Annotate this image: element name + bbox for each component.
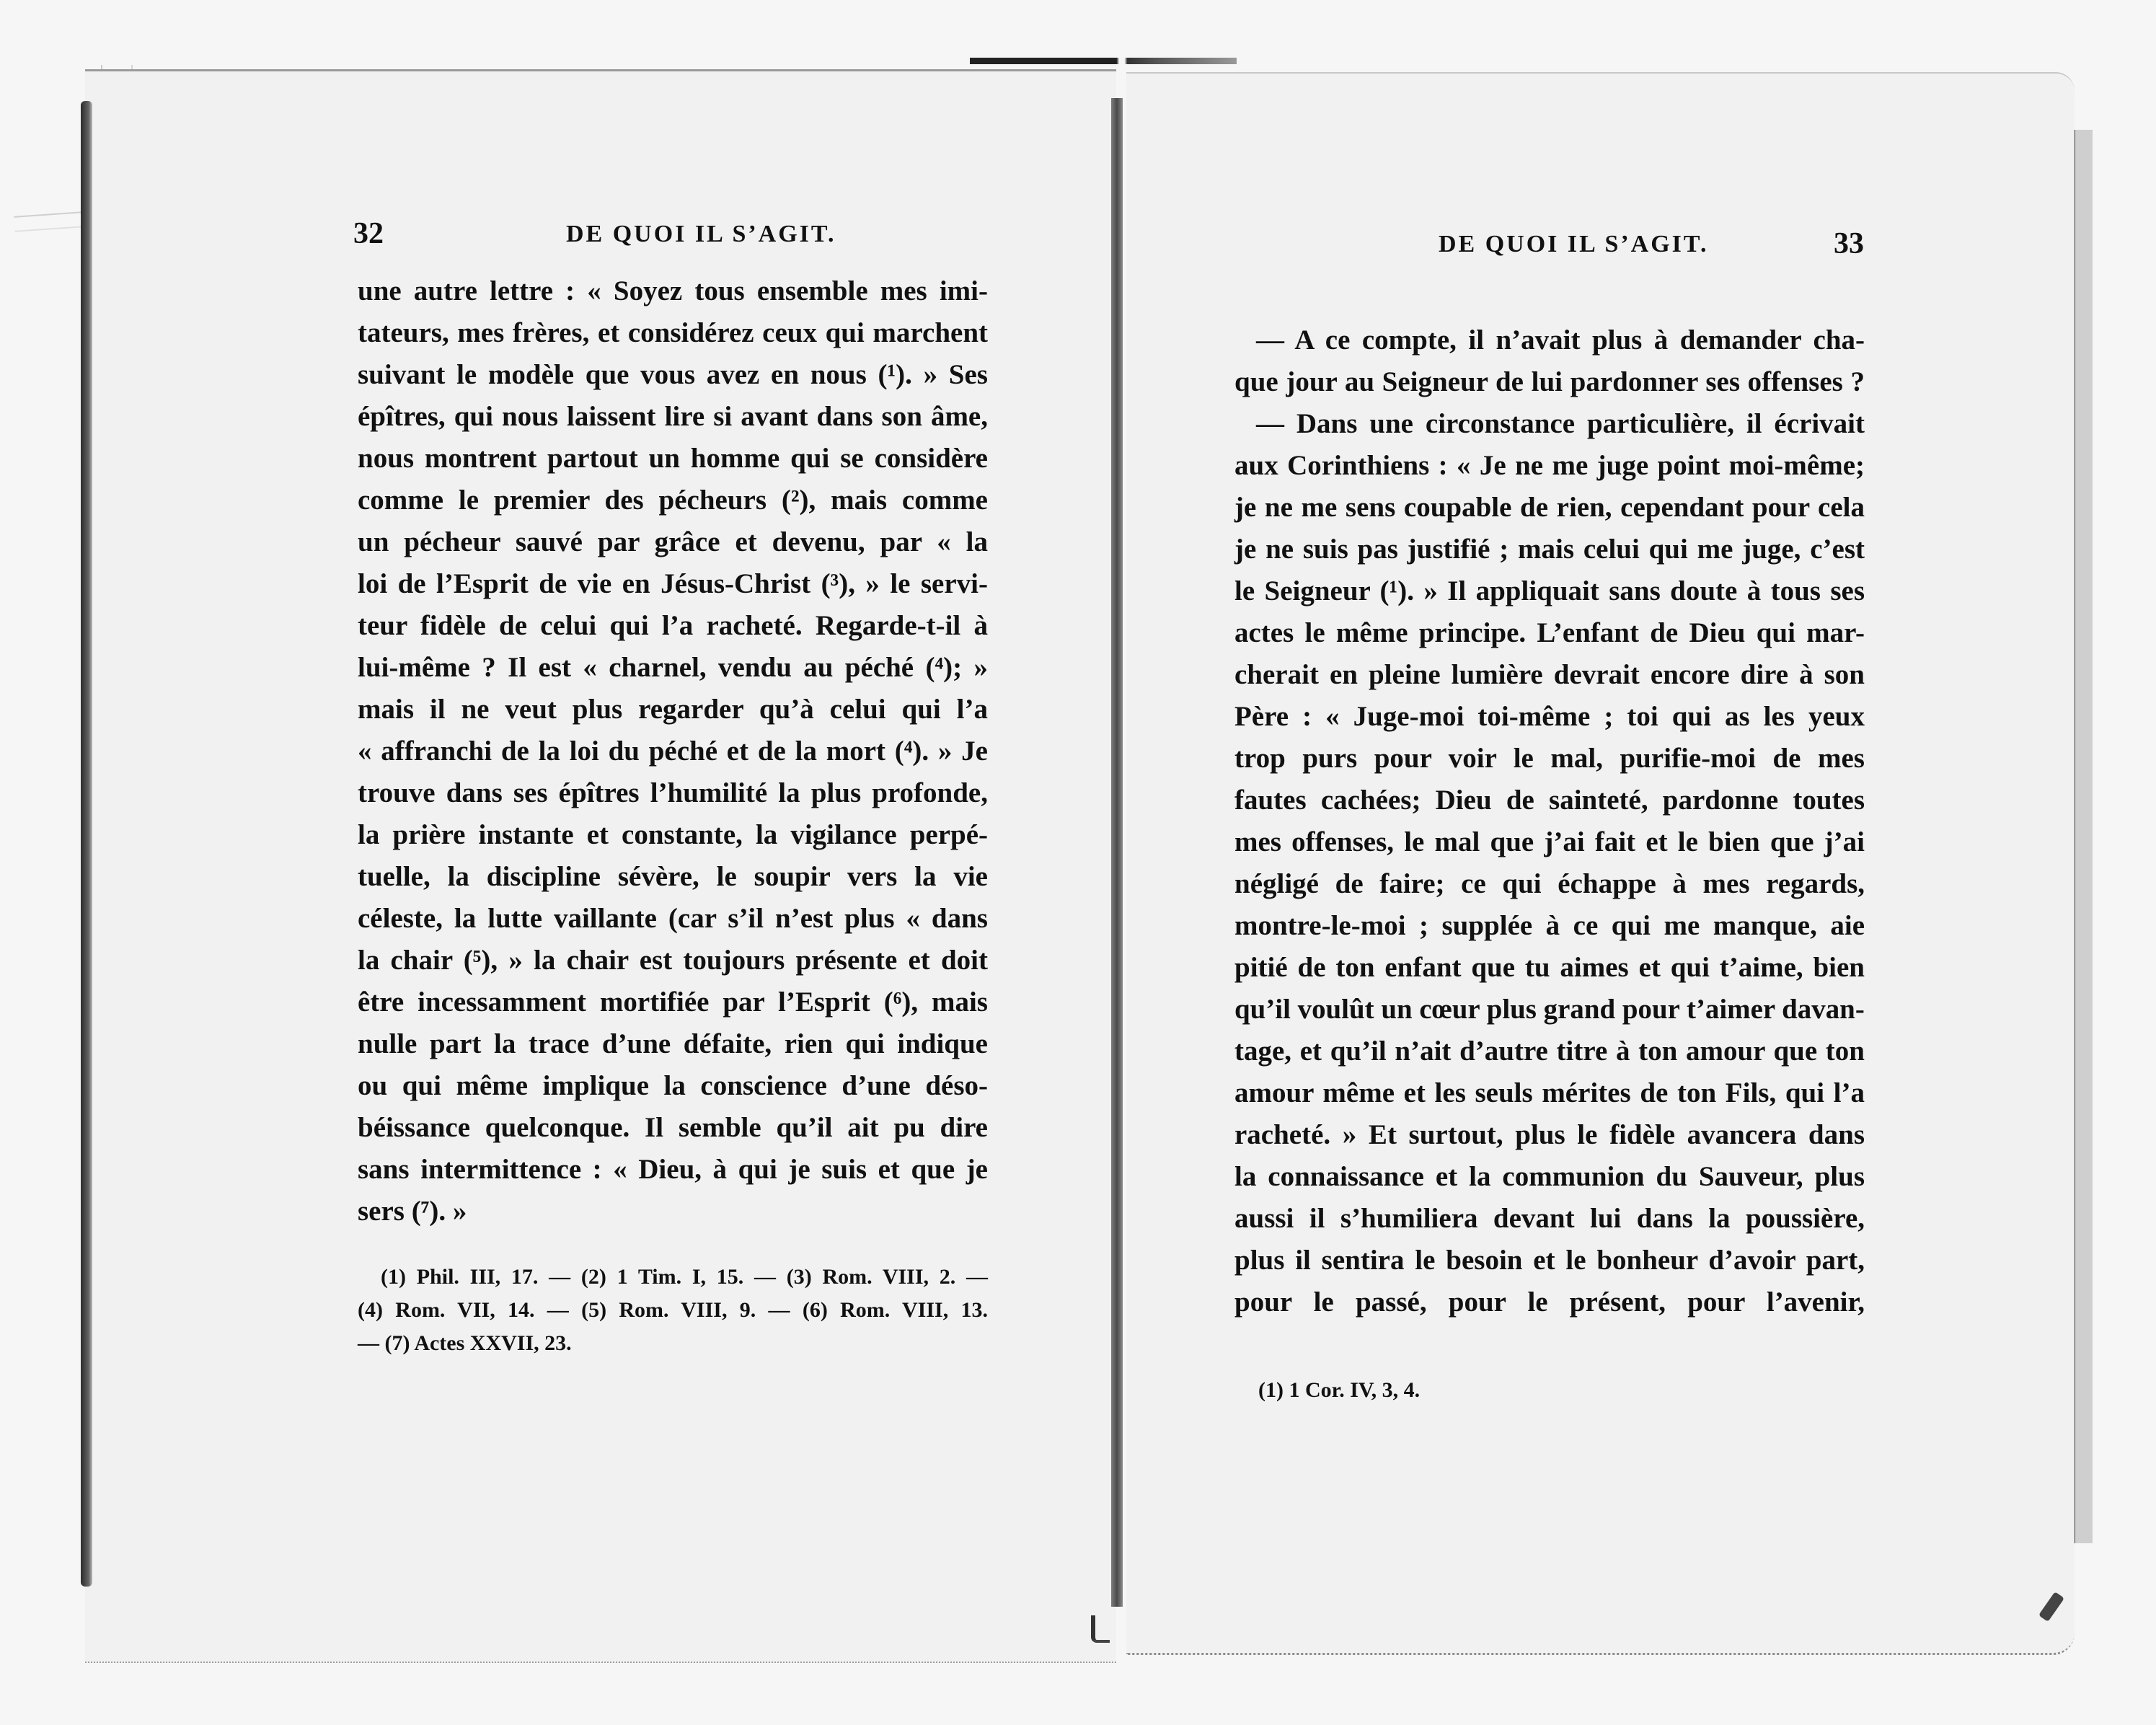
footnote-line: (4) Rom. VII, 14. — (5) Rom. VIII, 9. — (6) Rom. VIII, 13.: [358, 1298, 988, 1322]
book-spine-gutter: [1111, 98, 1123, 1607]
text-line: qu’il voulût un cœur plus grand pour t’aimer davan-: [1234, 994, 1865, 1025]
text-line: épîtres, qui nous laissent lire si avant dans son âme,: [358, 401, 988, 432]
text-line: sans intermittence : « Dieu, à qui je suis et que je: [358, 1154, 988, 1185]
text-line: ou qui même implique la conscience d’une déso-: [358, 1070, 988, 1101]
text-line: pitié de ton enfant que tu aimes et qui t’aime, bien: [1234, 952, 1865, 983]
text-line: nulle part la trace d’une défaite, rien qui indique: [358, 1028, 988, 1059]
text-line: la connaissance et la communion du Sauveur, plus: [1234, 1161, 1865, 1192]
left-page-footnotes: [358, 1261, 988, 1360]
text-line: cherait en pleine lumière devrait encore dire à son: [1234, 659, 1865, 690]
spine-bottom-edge: [1091, 1615, 1110, 1643]
text-line: « affranchi de la loi du péché et de la mort (⁴). » Je: [358, 736, 988, 767]
text-line: aux Corinthiens : « Je ne me juge point moi-même;: [1234, 450, 1865, 481]
text-line: mais il ne veut plus regarder qu’à celui qui l’a: [358, 694, 988, 725]
text-line: comme le premier des pécheurs (²), mais comme: [358, 485, 988, 516]
text-line: loi de l’Esprit de vie en Jésus-Christ (³), » le servi-: [358, 568, 988, 599]
text-line: mes offenses, le mal que j’ai fait et le bien que j’ai: [1234, 826, 1865, 857]
text-line: être incessamment mortifiée par l’Esprit (⁶), mais: [358, 987, 988, 1018]
text-line: montre-le-moi ; supplée à ce qui me manque, aie: [1234, 910, 1865, 941]
page-number-right: 33: [1834, 227, 1864, 260]
text-line: amour même et les seuls mérites de ton Fils, qui l’a: [1234, 1077, 1865, 1108]
text-line: actes le même principe. L’enfant de Dieu qui mar-: [1234, 617, 1865, 648]
right-page-stack-edge: [2073, 130, 2093, 1543]
text-line: la chair (⁵), » la chair est toujours présente et doit: [358, 945, 988, 976]
text-line: je ne suis pas justifié ; mais celui qui me juge, c’est: [1234, 534, 1865, 565]
text-line: racheté. » Et surtout, plus le fidèle avancera dans: [1234, 1119, 1865, 1150]
text-line: tateurs, mes frères, et considérez ceux qui marchent: [358, 317, 988, 348]
text-line: — A ce compte, il n’avait plus à demander cha-: [1256, 325, 1865, 356]
text-line: négligé de faire; ce qui échappe à mes regards,: [1234, 868, 1865, 899]
text-line: lui-même ? Il est « charnel, vendu au péché (⁴); »: [358, 652, 988, 683]
text-line: teur fidèle de celui qui l’a racheté. Regarde-t-il à: [358, 610, 988, 641]
footnote-line: (1) Phil. III, 17. — (2) 1 Tim. I, 15. — (3) Rom. VIII, 2. —: [381, 1265, 988, 1289]
footnote-line: — (7) Actes XXVII, 23.: [358, 1331, 572, 1355]
running-header-right: DE QUOI IL S’AGIT.: [1439, 231, 1709, 257]
spine-top-edge: [970, 58, 1237, 64]
text-line: béissance quelconque. Il semble qu’il ait pu dire: [358, 1112, 988, 1143]
text-line: trouve dans ses épîtres l’humilité la plus profonde,: [358, 777, 988, 808]
text-line: tage, et qu’il n’ait d’autre titre à ton amour que ton: [1234, 1036, 1865, 1067]
text-line: — Dans une circonstance particulière, il écrivait: [1256, 408, 1865, 439]
text-line: un pécheur sauvé par grâce et devenu, par « la: [358, 526, 988, 557]
text-line: une autre lettre : « Soyez tous ensemble mes imi-: [358, 275, 988, 306]
text-line: nous montrent partout un homme qui se considère: [358, 443, 988, 474]
text-line: la prière instante et constante, la vigilance perpé-: [358, 819, 988, 850]
page-number-left: 32: [353, 217, 384, 250]
text-line: que jour au Seigneur de lui pardonner ses offenses ?: [1234, 366, 1865, 397]
text-line: trop purs pour voir le mal, purifie-moi de mes: [1234, 743, 1865, 774]
footnote-line: (1) 1 Cor. IV, 3, 4.: [1258, 1378, 1421, 1402]
text-line: suivant le modèle que vous avez en nous (¹). » Ses: [358, 359, 988, 390]
text-line: tuelle, la discipline sévère, le soupir vers la vie: [358, 861, 988, 892]
text-line: fautes cachées; Dieu de sainteté, pardonne toutes: [1234, 785, 1865, 816]
running-header-left: DE QUOI IL S’AGIT.: [566, 221, 836, 247]
text-line: plus il sentira le besoin et le bonheur d’avoir part,: [1234, 1245, 1865, 1276]
text-line: aussi il s’humiliera devant lui dans la poussière,: [1234, 1203, 1865, 1234]
left-page-body: [358, 270, 988, 1232]
text-line: Père : « Juge-moi toi-même ; toi qui as les yeux: [1234, 701, 1865, 732]
text-line: céleste, la lutte vaillante (car s’il n’est plus « dans: [358, 903, 988, 934]
right-page-footnotes: [1258, 1374, 1691, 1407]
text-line: pour le passé, pour le présent, pour l’avenir,: [1234, 1287, 1865, 1318]
text-line: sers (⁷). »: [358, 1196, 467, 1227]
text-line: je ne me sens coupable de rien, cependant pour cela: [1234, 492, 1865, 523]
right-page-body: [1234, 319, 1865, 1323]
text-line: le Seigneur (¹). » Il appliquait sans doute à tous ses: [1234, 575, 1865, 606]
left-binding-edge: [81, 101, 92, 1587]
